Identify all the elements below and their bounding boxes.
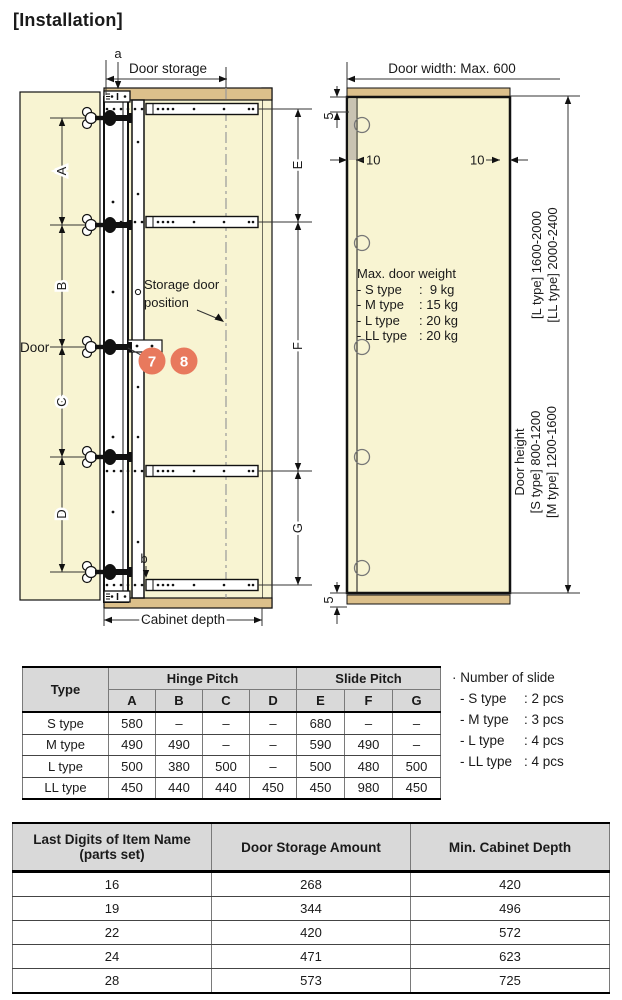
door-width-label: Door width: Max. 600 <box>388 61 516 76</box>
height-range-M: [M type] 1200-1600 <box>544 405 559 519</box>
door-storage-label: Door storage <box>128 61 208 76</box>
col-header-D: D <box>250 690 297 713</box>
dim-A: A <box>54 166 69 176</box>
weight-row: - M type : 15 kg <box>357 297 459 312</box>
row-label: S type <box>23 712 109 734</box>
dim-B: B <box>54 281 69 291</box>
note-item: - L type : 4 pcs <box>460 733 564 748</box>
row-label: M type <box>23 734 109 756</box>
table-row: M type 490 490 – – 590 490 – <box>23 734 441 756</box>
max-door-weight-note <box>357 266 507 344</box>
cabinet-depth-label: Cabinet depth <box>140 612 226 627</box>
col-header-last-digits: Last Digits of Item Name (parts set) <box>13 823 212 872</box>
marker-a-label: a <box>114 46 122 61</box>
col-header-B: B <box>156 690 203 713</box>
col-header-E: E <box>297 690 345 713</box>
table-row: 28 573 725 <box>13 969 610 994</box>
dim-10-left-label: 10 <box>366 152 381 168</box>
dim-G: G <box>290 522 305 534</box>
dim-5-top <box>321 86 349 128</box>
col-header-G: G <box>393 690 441 713</box>
edge-rail-strip <box>349 99 356 160</box>
table-row: 19 344 496 <box>13 897 610 921</box>
page-title: [Installation] <box>13 10 123 30</box>
height-range-S: [S type] 800-1200 <box>528 410 543 514</box>
row-label: L type <box>23 756 109 778</box>
table-row: S type 580 – – – 680 – – <box>23 712 441 734</box>
row-label: LL type <box>23 777 109 799</box>
number-of-slide-note <box>452 667 564 772</box>
col-header-C: C <box>203 690 250 713</box>
table-row: L type 500 380 500 – 500 480 500 <box>23 756 441 778</box>
badge-7-number: 7 <box>147 353 157 371</box>
parts-set-table <box>12 822 610 994</box>
marker-b-label: b <box>140 551 148 566</box>
pitch-table <box>22 666 441 800</box>
badge-8-number: 8 <box>179 353 189 371</box>
table-row: 24 471 623 <box>13 945 610 969</box>
max-door-weight-title: Max. door weight <box>357 266 456 281</box>
note-item: - S type : 2 pcs <box>460 691 564 706</box>
weight-row: - LL type : 20 kg <box>357 328 459 343</box>
table-row: 16 268 420 <box>13 872 610 897</box>
door-front-diagram <box>321 42 622 647</box>
note-item: - LL type : 4 pcs <box>460 754 564 769</box>
door-label: Door <box>20 340 50 355</box>
note-item: - M type : 3 pcs <box>460 712 564 727</box>
storage-door-position-line2: position <box>144 295 189 310</box>
table-row: 22 420 572 <box>13 921 610 945</box>
dim-E: E <box>290 160 305 170</box>
dim-D: D <box>54 509 69 519</box>
dim-5-top-label: 5 <box>321 112 336 120</box>
dim-F: F <box>290 342 305 350</box>
storage-door-position-line1: Storage door <box>144 277 220 292</box>
door-height-title: Door height <box>512 428 527 496</box>
door-height-dimension <box>510 96 580 593</box>
col-header-F: F <box>345 690 393 713</box>
col-header-door-storage-amount: Door Storage Amount <box>212 823 411 872</box>
dim-C: C <box>54 397 69 407</box>
marker-a <box>114 46 122 89</box>
cabinet-depth-dimension <box>104 608 262 627</box>
height-range-L: [L type] 1600-2000 <box>529 211 544 319</box>
dim-5-bottom <box>321 582 347 624</box>
col-header-min-cabinet-depth: Min. Cabinet Depth <box>411 823 610 872</box>
table-row: LL type 450 440 440 450 450 980 450 <box>23 777 441 799</box>
dim-5-bottom-label: 5 <box>321 596 336 604</box>
col-header-A: A <box>109 690 156 713</box>
weight-row: - S type : 9 kg <box>357 281 455 297</box>
height-range-LL: [LL type] 2000-2400 <box>545 207 560 323</box>
weight-row: - L type : 20 kg <box>357 312 459 328</box>
col-group-hinge-pitch: Hinge Pitch <box>109 667 297 690</box>
note-title: · Number of slide <box>452 670 555 685</box>
col-group-slide-pitch: Slide Pitch <box>297 667 441 690</box>
dim-10-right-label: 10 <box>470 152 485 168</box>
col-header-type: Type <box>23 667 109 712</box>
cabinet-section-diagram <box>0 42 322 647</box>
